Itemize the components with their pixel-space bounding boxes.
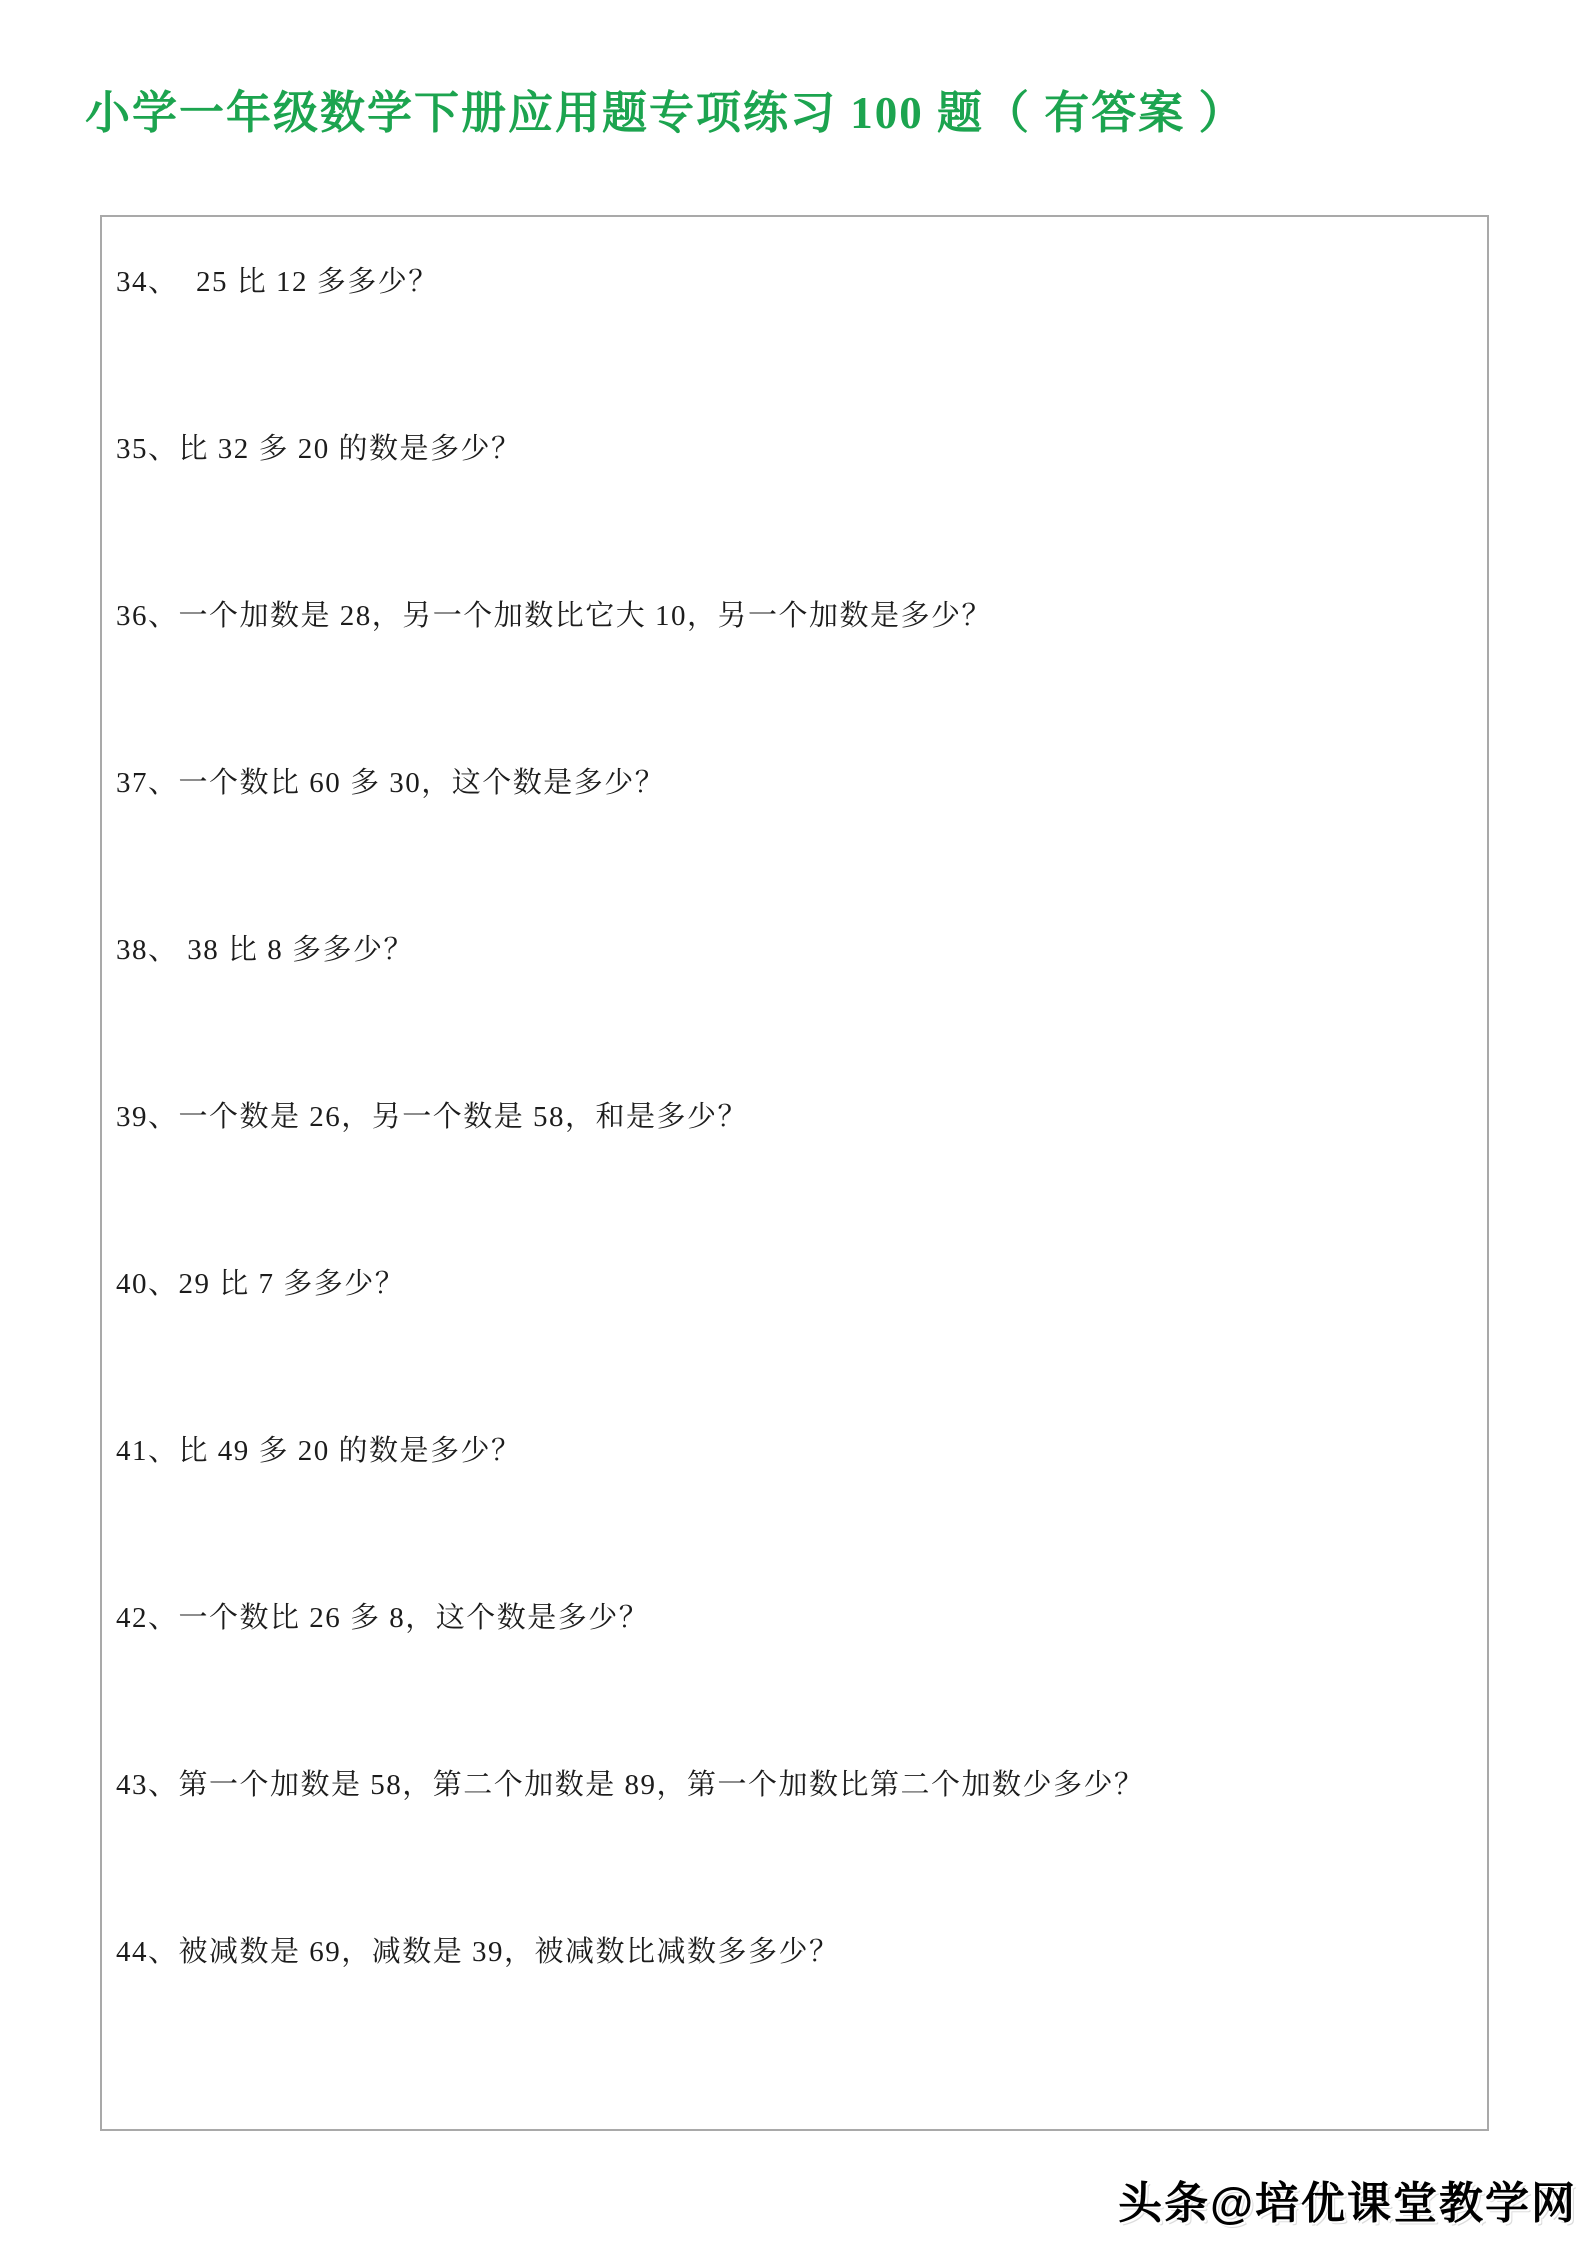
question-item: 36、一个加数是 28，另一个加数比它大 10，另一个加数是多少？ <box>116 600 993 632</box>
question-item: 43、第一个加数是 58，第二个加数是 89，第一个加数比第二个加数少多少？ <box>116 1769 1145 1801</box>
question-item: 41、比 49 多 20 的数是多少？ <box>116 1435 522 1467</box>
question-item: 38、 38 比 8 多多少？ <box>116 934 415 966</box>
question-item: 42、一个数比 26 多 8，这个数是多少？ <box>116 1602 650 1634</box>
question-item: 40、29 比 7 多多少？ <box>116 1268 406 1300</box>
question-list <box>100 215 1489 2131</box>
question-item: 44、被减数是 69，减数是 39，被减数比减数多多少？ <box>116 1936 840 1968</box>
question-item: 37、一个数比 60 多 30，这个数是多少？ <box>116 767 666 799</box>
page-title: 小学一年级数学下册应用题专项练习 100 题（ 有答案 ） <box>85 88 1246 138</box>
watermark-text: 头条@培优课堂教学网 <box>1118 2179 1577 2228</box>
question-item: 34、 25 比 12 多多少？ <box>116 266 439 298</box>
question-item: 39、一个数是 26，另一个数是 58，和是多少？ <box>116 1101 749 1133</box>
question-item: 35、比 32 多 20 的数是多少？ <box>116 433 522 465</box>
